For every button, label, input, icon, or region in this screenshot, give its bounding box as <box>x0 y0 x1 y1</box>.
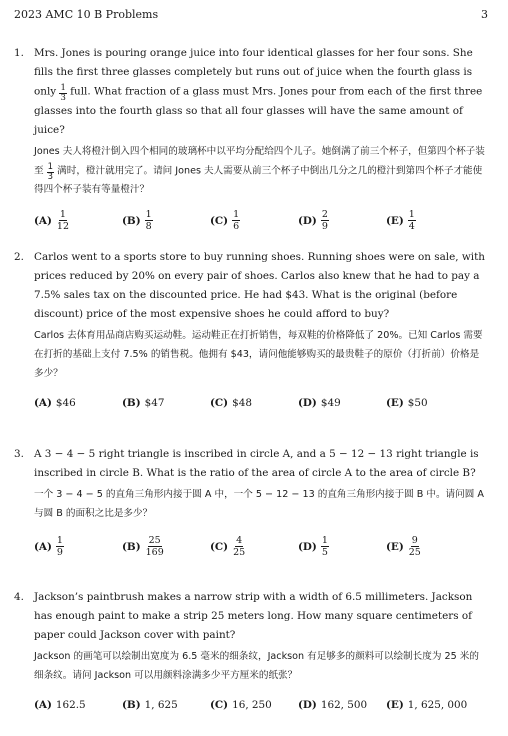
choice-b[interactable] <box>122 397 210 409</box>
choice-value: $48 <box>232 397 252 409</box>
frac-num: 4 <box>236 535 243 546</box>
frac-num: 1 <box>47 161 54 172</box>
text-segment: 满时，橙汁就用完了。请问 Jones 夫人需要从前三个杯子中倒出几分之几的橙汁到第四个杯子才能使得四个杯子装有等量橙汁？ <box>34 165 483 195</box>
choice-fraction <box>321 209 329 232</box>
choice-label: (C) <box>210 699 229 711</box>
problem-text-en <box>14 588 488 645</box>
choice-value: 162, 500 <box>320 699 368 711</box>
choice-label: (B) <box>122 397 141 409</box>
frac-den: 3 <box>60 93 66 103</box>
choice-label: (A) <box>34 397 52 409</box>
inline-fraction <box>47 163 54 182</box>
choice-value: 16, 250 <box>232 699 272 711</box>
choice-value: $50 <box>407 397 428 409</box>
choice-label: (B) <box>122 699 141 711</box>
choice-label: (E) <box>386 397 404 409</box>
frac-den: 9 <box>56 547 63 558</box>
problem-text-en <box>14 44 488 140</box>
choice-label: (C) <box>210 397 229 409</box>
choice-fraction <box>408 209 416 232</box>
choice-c[interactable] <box>210 535 298 558</box>
problem-1 <box>14 44 488 232</box>
problem-3 <box>14 445 488 558</box>
choice-e[interactable] <box>386 397 474 409</box>
choice-value: $47 <box>144 397 165 409</box>
problem-2 <box>14 248 488 409</box>
choice-fraction <box>408 535 422 558</box>
choice-a[interactable] <box>34 699 122 711</box>
frac-num: 25 <box>148 535 161 546</box>
choice-label: (E) <box>386 214 404 227</box>
frac-num: 1 <box>56 535 63 546</box>
choice-label: (B) <box>122 214 141 227</box>
choice-value: 1, 625 <box>144 699 178 711</box>
choice-d[interactable] <box>298 209 386 232</box>
choice-label: (D) <box>298 540 317 553</box>
answer-choices <box>14 209 488 232</box>
frac-den: 8 <box>145 221 152 232</box>
frac-num: 9 <box>411 535 418 546</box>
problem-number: 2. <box>14 251 24 263</box>
choice-b[interactable] <box>122 535 210 558</box>
frac-num: 1 <box>60 83 66 93</box>
frac-den: 4 <box>408 221 415 232</box>
frac-num: 1 <box>321 535 328 546</box>
frac-den: 12 <box>56 221 69 232</box>
choice-a[interactable] <box>34 209 122 232</box>
problem-number: 1. <box>14 47 24 59</box>
choice-label: (A) <box>34 699 52 711</box>
header-title: 2023 AMC 10 B Problems <box>14 8 159 21</box>
frac-den: 9 <box>321 221 328 232</box>
choice-e[interactable] <box>386 209 474 232</box>
problem-text-en <box>14 248 488 324</box>
inline-fraction <box>59 84 66 103</box>
frac-den: 5 <box>321 547 328 558</box>
choice-label: (C) <box>210 214 229 227</box>
frac-den: 25 <box>233 547 246 558</box>
frac-num: 1 <box>408 209 415 220</box>
choice-label: (E) <box>386 540 404 553</box>
choice-label: (A) <box>34 540 52 553</box>
frac-num: 1 <box>59 209 66 220</box>
problem-number: 3. <box>14 448 24 460</box>
text-segment: Jones 夫人将橙汁倒入四个相同的玻璃杯中以平均分配给四个儿子。她倒满了前三个杯子，但第四个杯子装至 <box>34 145 485 176</box>
text-segment: A 3 − 4 − 5 right triangle is inscribed in circle A, and a 5 − 12 − 13 right triangle is inscribed in circle B. What is the ratio of the area of circle A to the area of circle B? <box>34 448 479 479</box>
text-segment: Mrs. Jones is pouring orange juice into four identical glasses for her four sons. She fills the first three glasses completely but runs out of juice when the fourth glass is only <box>34 47 473 98</box>
choice-fraction <box>321 535 329 558</box>
choice-c[interactable] <box>210 397 298 409</box>
choice-d[interactable] <box>298 397 386 409</box>
problem-text-zh: Jackson 的画笔可以绘制出宽度为 6.5 毫米的细条纹，Jackson 有足够多的颜料可以绘制长度为 25 米的细条纹。请问 Jackson 可以用颜料涂满多少平方厘米的纸张？ <box>34 651 479 681</box>
text-segment: Jackson’s paintbrush makes a narrow strip with a width of 6.5 millimeters. Jackson has enough paint to make a strip 25 meters long. How many square centimeters of paper could Jackson cover with paint? <box>34 591 473 641</box>
choice-d[interactable] <box>298 699 386 711</box>
frac-den: 169 <box>145 547 164 558</box>
frac-num: 1 <box>233 209 240 220</box>
choice-fraction <box>145 209 153 232</box>
choice-label: (D) <box>298 699 317 711</box>
choice-fraction <box>56 535 64 558</box>
choice-value: $46 <box>55 397 76 409</box>
choice-fraction <box>232 209 240 232</box>
choice-fraction <box>145 535 165 558</box>
choice-fraction <box>232 535 246 558</box>
answer-choices <box>14 397 488 409</box>
choice-label: (C) <box>210 540 229 553</box>
page-header <box>14 8 488 26</box>
choice-label: (E) <box>386 699 404 711</box>
choice-label: (A) <box>34 214 52 227</box>
choice-fraction <box>56 209 70 232</box>
problem-text-zh: 一个 3 − 4 − 5 的直角三角形内接于圆 A 中，一个 5 − 12 − 13 的直角三角形内接于圆 B 中。请问圆 A 与圆 B 的面积之比是多少？ <box>34 489 484 519</box>
page-number: 3 <box>481 8 488 21</box>
choice-b[interactable] <box>122 699 210 711</box>
answer-choices <box>14 699 488 711</box>
frac-num: 1 <box>145 209 152 220</box>
choice-b[interactable] <box>122 209 210 232</box>
text-segment: full. What fraction of a glass must Mrs. Jones pour from each of the first three glasses into the fourth glass so that all four glasses will have the same amount of juice? <box>34 85 483 136</box>
choice-value: 1, 625, 000 <box>407 699 468 711</box>
choice-a[interactable] <box>34 397 122 409</box>
choice-c[interactable] <box>210 209 298 232</box>
choice-e[interactable] <box>386 699 482 711</box>
problem-text-zh: Carlos 去体育用品商店购买运动鞋。运动鞋正在打折销售，每双鞋的价格降低了 20%。已知 Carlos 需要在打折的基础上支付 7.5% 的销售税。他拥有 $43，请问他能够购买的最贵鞋子的原价（打折前）价格是多少？ <box>34 330 483 379</box>
frac-den: 6 <box>233 221 240 232</box>
choice-a[interactable] <box>34 535 122 558</box>
choice-label: (D) <box>298 214 317 227</box>
choice-c[interactable] <box>210 699 298 711</box>
choice-label: (D) <box>298 397 317 409</box>
choice-d[interactable] <box>298 535 386 558</box>
frac-num: 2 <box>321 209 328 220</box>
problem-4 <box>14 588 488 711</box>
answer-choices <box>14 535 488 558</box>
choice-e[interactable] <box>386 535 474 558</box>
choice-label: (B) <box>122 540 141 553</box>
problem-number: 4. <box>14 591 24 603</box>
frac-den: 25 <box>408 547 421 558</box>
choice-value: 162.5 <box>55 699 86 711</box>
frac-den: 3 <box>47 171 54 182</box>
problem-text-en <box>14 445 488 483</box>
problem-text-zh <box>14 142 488 200</box>
choice-value: $49 <box>320 397 341 409</box>
text-segment: Carlos went to a sports store to buy running shoes. Running shoes were on sale, with prices reduced by 20% on every pair of shoes. Carlos also knew that he had to pay a 7.5% sales tax on the discounted price. He had $43. What is the original (before discount) price of the most expensive shoes he could afford to buy? <box>34 251 485 320</box>
